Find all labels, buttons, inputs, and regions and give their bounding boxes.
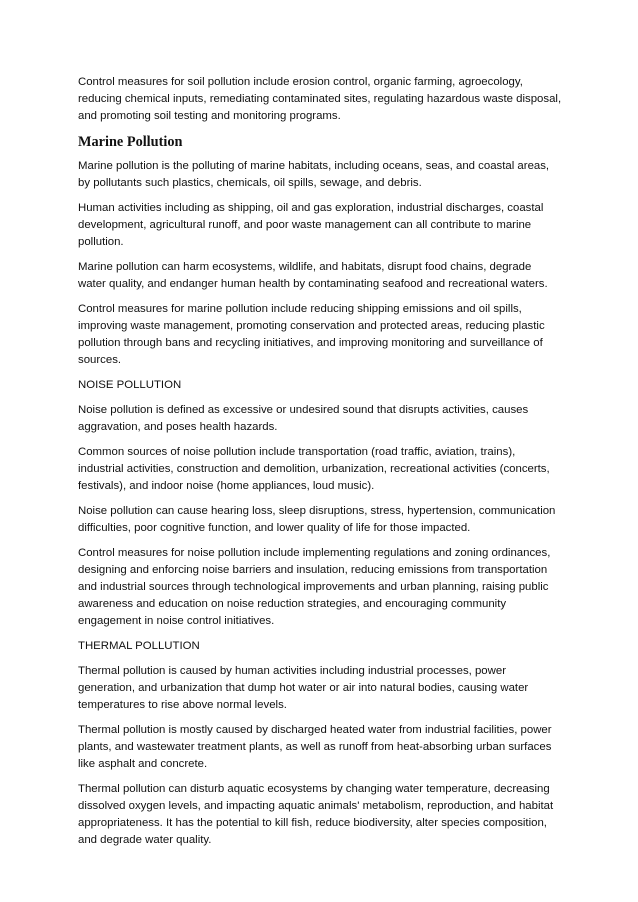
marine-paragraph-3: Marine pollution can harm ecosystems, wildlife, and habitats, disrupt food chains, degrade water quality, and endanger human health by contaminating seafood and recreational waters. (78, 261, 548, 290)
thermal-paragraph-1: Thermal pollution is caused by human activities including industrial processes, power generation, and urbanization that dump hot water or air into natural bodies, causing water temperatures to rise above normal levels. (78, 665, 529, 711)
marine-paragraph-1: Marine pollution is the polluting of marine habitats, including oceans, seas, and coastal areas, by pollutants such plastics, chemicals, oil spills, sewage, and debris. (78, 160, 550, 189)
noise-paragraph-3: Noise pollution can cause hearing loss, sleep disruptions, stress, hypertension, communication difficulties, poor cognitive function, and lower quality of life for those impacted. (78, 505, 556, 534)
thermal-paragraph-2: Thermal pollution is mostly caused by discharged heated water from industrial facilities, power plants, and wastewater treatment plants, as well as runoff from heat-absorbing urban surfaces like asphalt and concrete. (78, 724, 552, 770)
noise-paragraph-2: Common sources of noise pollution include transportation (road traffic, aviation, trains), industrial activities, construction and demolition, urbanization, recreational activities (concerts, festivals), and indoor noise (home appliances, loud music). (78, 446, 550, 492)
thermal-paragraph-3: Thermal pollution can disturb aquatic ecosystems by changing water temperature, decreasing dissolved oxygen levels, and impacting aquatic animals' metabolism, reproduction, and habitat appropriateness. It has the potential to kill fish, reduce biodiversity, alter species composition, and degrade water quality. (78, 783, 554, 846)
noise-paragraph-1: Noise pollution is defined as excessive or undesired sound that disrupts activities, causes aggravation, and poses health hazards. (78, 404, 529, 433)
document-page (78, 74, 562, 857)
marine-pollution-heading: Marine Pollution (78, 134, 183, 150)
marine-paragraph-2: Human activities including as shipping, oil and gas exploration, industrial discharges, coastal development, agricultural runoff, and poor waste management can all contribute to marine pollution. (78, 202, 544, 248)
noise-pollution-heading: NOISE POLLUTION (78, 379, 182, 391)
soil-control-paragraph: Control measures for soil pollution include erosion control, organic farming, agroecology, reducing chemical inputs, remediating contaminated sites, regulating hazardous waste disposal, and promoting soil testing and monitoring programs. (78, 76, 562, 122)
thermal-pollution-heading: THERMAL POLLUTION (78, 640, 200, 652)
marine-paragraph-4: Control measures for marine pollution include reducing shipping emissions and oil spills, improving waste management, promoting conservation and protected areas, reducing plastic pollution through bans and recycling initiatives, and improving monitoring and surveillance of sources. (78, 303, 545, 366)
noise-paragraph-4: Control measures for noise pollution include implementing regulations and zoning ordinances, designing and enforcing noise barriers and insulation, reducing emissions from transportation and industrial sources through technological improvements and urban planning, raising public awareness and education on noise reduction strategies, and encouraging community engagement in noise control initiatives. (78, 547, 551, 627)
